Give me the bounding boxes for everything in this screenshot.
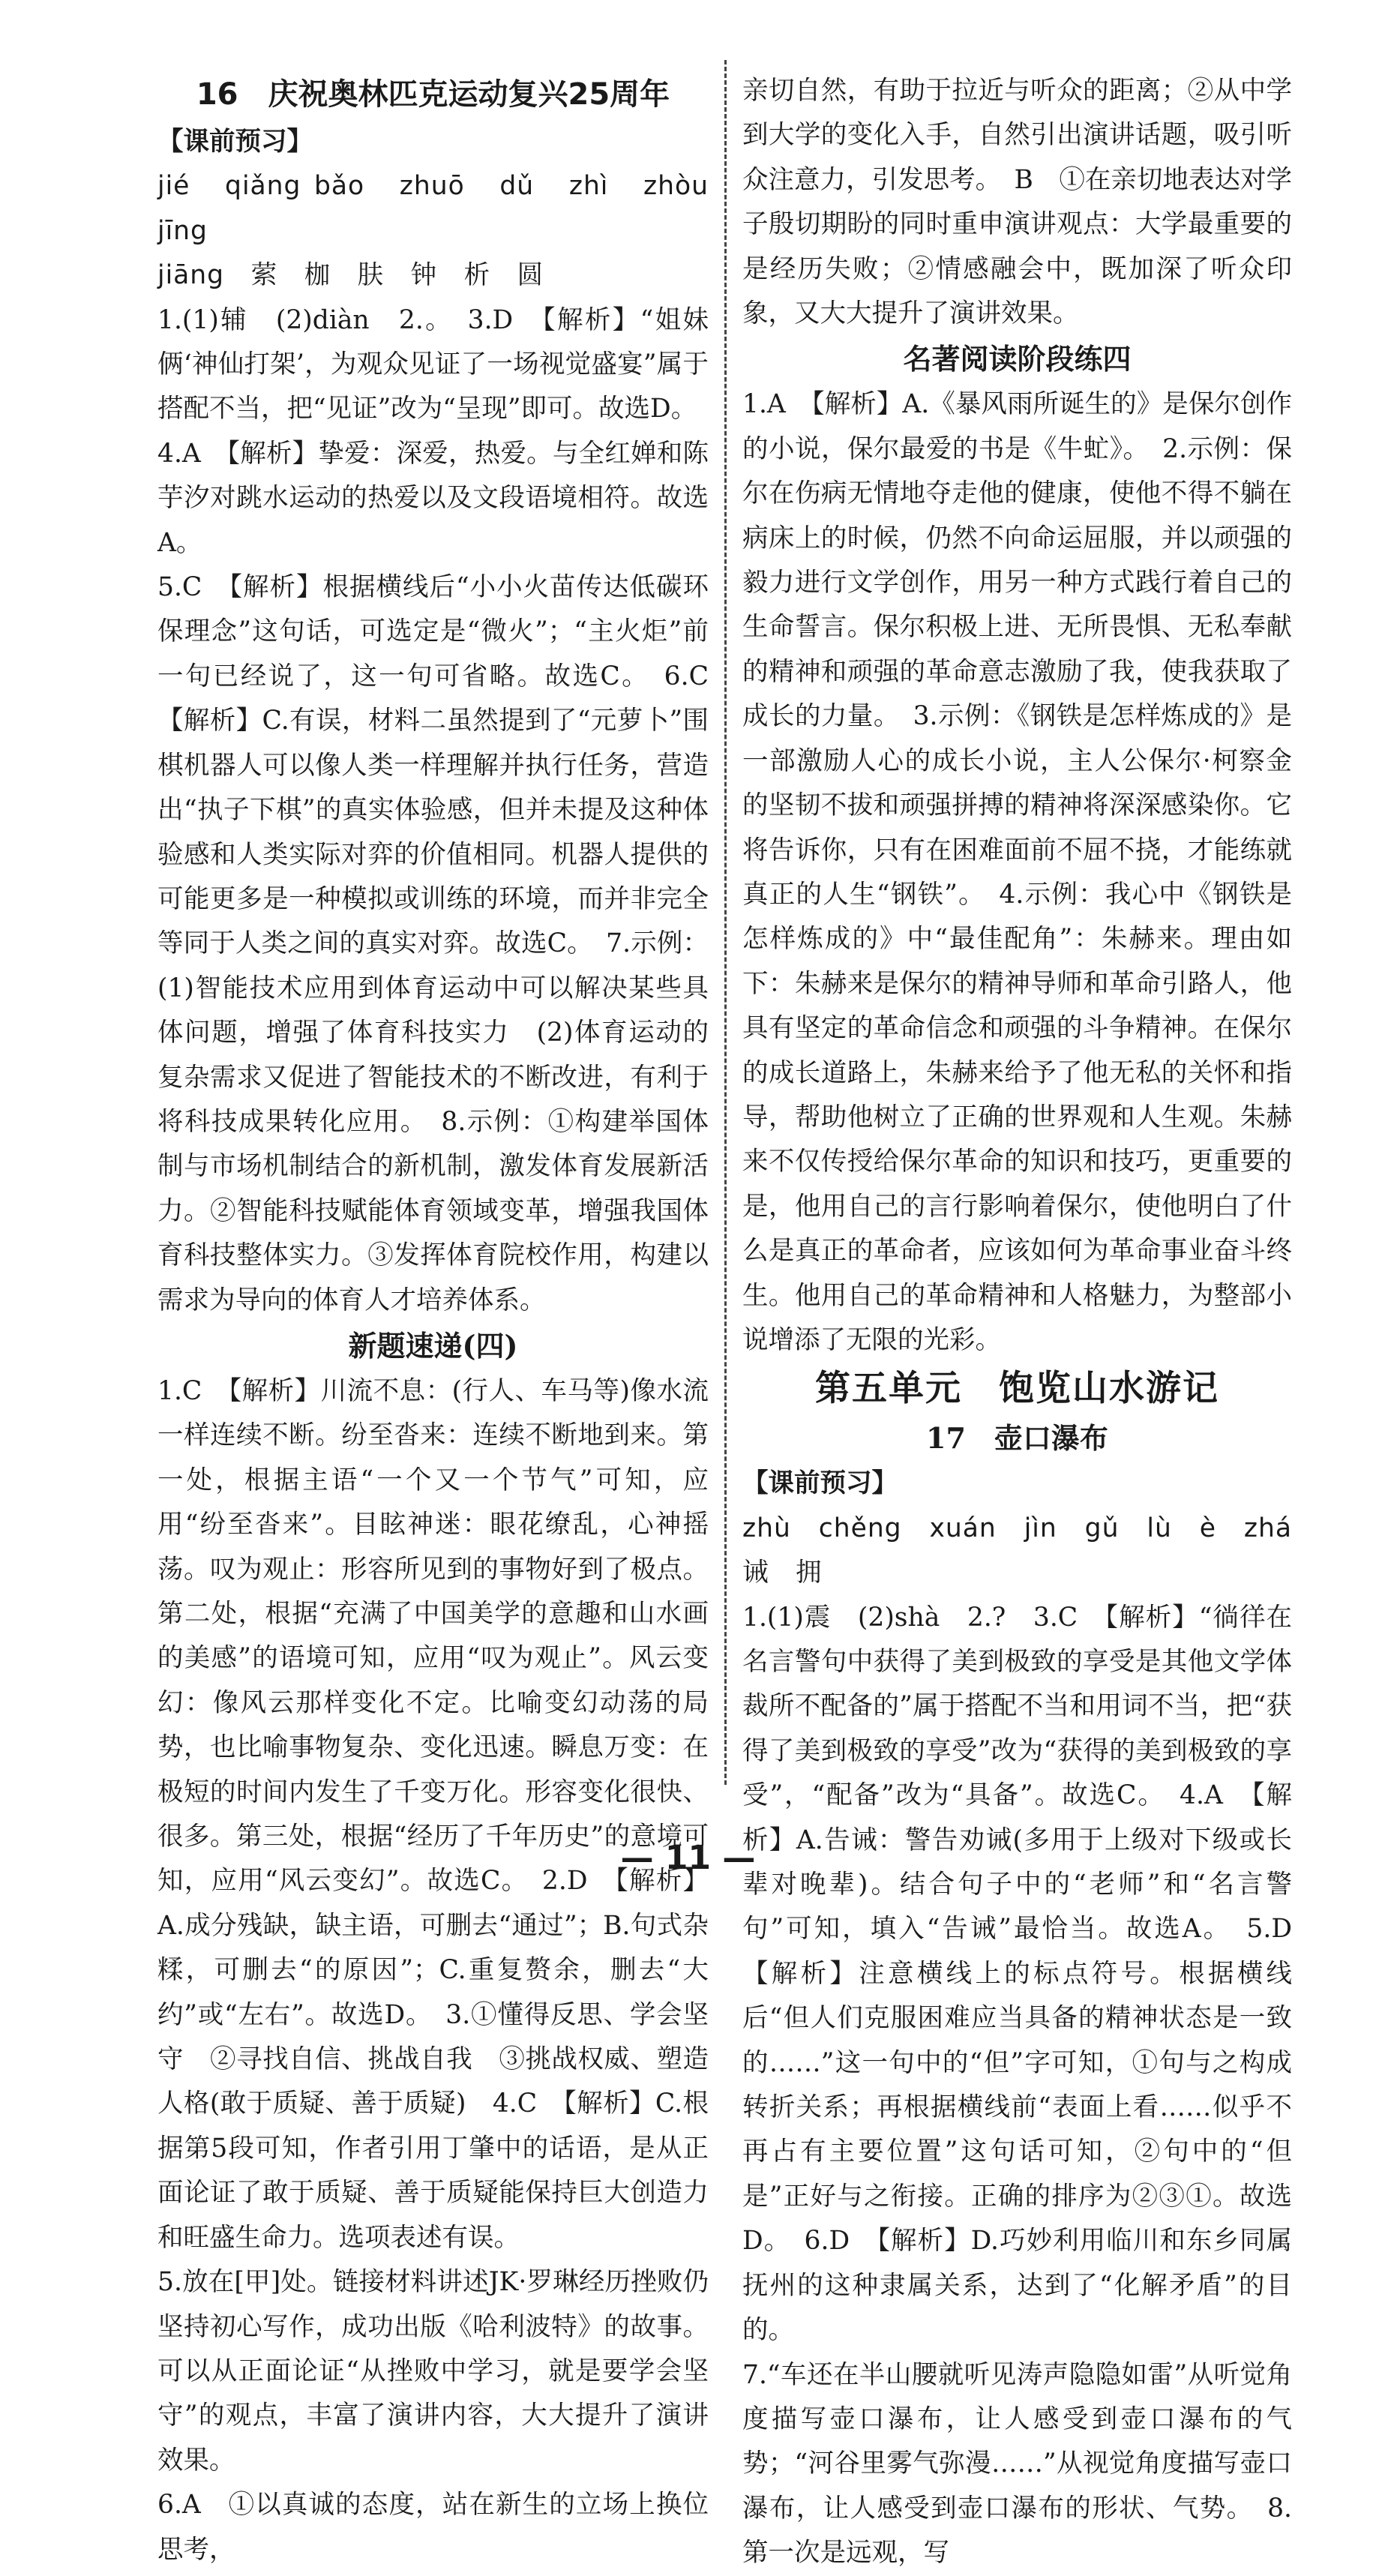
answer-paragraph: 亲切自然，有助于拉近与听众的距离；②从中学到大学的变化入手，自然引出演讲话题，吸引听众注意力，引发思考。 B ①在亲切地表达对学子殷切期盼的同时重申演讲观点：大学最重要的是经历失败；②情感融会中，既加深了听众印象，又大大提升了演讲效果。: [742, 76, 1292, 329]
answer-paragraph: 1.A 【解析】A.《暴风雨所诞生的》是保尔创作的小说，保尔最爱的书是《牛虻》。 2.示例：保尔在伤病无情地夺走他的健康，使他不得不躺在病床上的时候，仍然不向命运屈服，并以顽强的毅力进行文学创作，用另一种方式践行着自己的生命誓言。保尔积极上进、无所畏惧、无私奉献的精神和顽强的革命意志激励了我，使我获取了成长的力量。 3.示例：《钢铁是怎样炼成的》是一部激励人心的成长小说，主人公保尔·柯察金的坚韧不拔和顽强拼搏的精神将深深感染你。它将告诉你，只有在困难面前不屈不挠，才能练就真正的人生“钢铁”。 4.示例：我心中《钢铁是怎样炼成的》中“最佳配角”：朱赫来。理由如下：朱赫来是保尔的精神导师和革命引路人，他具有坚定的革命信念和顽强的斗争精神。在保尔的成长道路上，朱赫来给予了他无私的关怀和指导，帮助他树立了正确的世界观和人生观。朱赫来不仅传授给保尔革命的知识和技巧，更重要的是，他用自己的言行影响着保尔，使他明白了什么是真正的革命者，应该如何为革命事业奋斗终生。他用自己的革命精神和人格魅力，为整部小说增添了无限的光彩。: [742, 389, 1292, 1355]
pinyin-line: jiāng 萦 枷 肤 钟 析 圆: [157, 260, 544, 291]
answer-paragraph: 1.(1)震 (2)shà 2.? 3.C 【解析】“徜徉在名言警句中获得了美到极致的享受是其他文学体裁所不配备的”属于搭配不当和用词不当，把“获得了美到极致的享受”改为“获得的美到极致的享受”，“配备”改为“具备”。故选C。 4.A 【解析】A.告诫：警告劝诫(多用于上级对下级或长辈对晚辈)。结合句子中的“老师”和“名言警句”可知，填入“告诫”最恰当。故选A。 5.D 【解析】注意横线上的标点符号。根据横线后“但人们克服困难应当具备的精神状态是一致的……”这一句中的“但”字可知，①句与之构成转折关系；再根据横线前“表面上看……似乎不再占有主要位置”这句话可知，②句中的“但是”正好与之衔接。正确的排序为②③①。故选D。 6.D 【解析】D.巧妙利用临川和东乡同属抚州的这种隶属关系，达到了“化解矛盾”的目的。: [742, 1602, 1318, 2346]
xinti-title: 新题速递(四): [348, 1328, 518, 1363]
column-divider: [724, 60, 727, 1785]
answer-paragraph: 6.A ①以真诚的态度，站在新生的立场上换位思考，: [157, 2490, 709, 2565]
left-column: [157, 69, 736, 2572]
pinyin-line: jié qiǎng bǎo zhuō dǔ zhì zhòu jīng: [157, 171, 736, 246]
right-column: [742, 69, 1319, 2576]
preview-tag: 【课前预习】: [157, 127, 313, 157]
section-17-title: 17 壶口瀑布: [926, 1421, 1108, 1456]
answer-paragraph: 1.(1)辅 (2)diàn 2.。 3.D 【解析】“姐妹俩‘神仙打架’，为观众见证了一场视觉盛宴”属于搭配不当，把“见证”改为“呈现”即可。故选D。: [157, 304, 709, 424]
answer-paragraph: 5.C 【解析】根据横线后“小小火苗传达低碳环保理念”这句话，可选定是“微火”；“主火炬”前一句已经说了，这一句可省略。故选C。 6.C 【解析】C.有误，材料二虽然提到了“元萝卜”围棋机器人可以像人类一样理解并执行任务，营造出“执子下棋”的真实体验感，但并未提及这种体验感和人类实际对弈的价值相同。机器人提供的可能更多是一种模拟或训练的环境，而并非完全等同于人类之间的真实对弈。故选C。 7.示例：(1)智能技术应用到体育运动中可以解决某些具体问题，增强了体育科技实力 (2)体育运动的复杂需求又促进了智能技术的不断改进，有利于将科技成果转化应用。 8.示例：①构建举国体制与市场机制结合的新机制，激发体育发展新活力。②智能科技赋能体育领域变革，增强我国体育科技整体实力。③发挥体育院校作用，构建以需求为导向的体育人才培养体系。: [157, 572, 735, 1315]
answer-paragraph: 7.“车还在半山腰就听见涛声隐隐如雷”从听觉角度描写壶口瀑布，让人感受到壶口瀑布的气势；“河谷里雾气弥漫……”从视觉角度描写壶口瀑布，让人感受到壶口瀑布的形状、气势。 8.第一次是远观，写: [742, 2359, 1292, 2569]
page-number: — 11 —: [620, 1839, 756, 1877]
answer-paragraph: 1.C 【解析】川流不息：(行人、车马等)像水流一样连续不断。纷至沓来：连续不断地到来。第一处，根据主语“一个又一个节气”可知，应用“纷至沓来”。目眩神迷：眼花缭乱，心神摇荡。叹为观止：形容所见到的事物好到了极点。第二处，根据“充满了中国美学的意趣和山水画的美感”的语境可知，应用“叹为观止”。风云变幻：像风云那样变化不定。比喻变幻动荡的局势，也比喻事物复杂、变化迅速。瞬息万变：在极短的时间内发生了千变万化。形容变化很快、很多。第三处，根据“经历了千年历史”的意境可知，应用“风云变幻”。故选C。 2.D 【解析】A.成分残缺，缺主语，可删去“通过”；B.句式杂糅，可删去“的原因”；C.重复赘余，删去“大约”或“左右”。故选D。 3.①懂得反思、学会坚守 ②寻找自信、挑战自我 ③挑战权威、塑造人格(敢于质疑、善于质疑) 4.C 【解析】C.根据第5段可知，作者引用丁肇中的话语，是从正面论证了敢于质疑、善于质疑能保持巨大创造力和旺盛生命力。选项表述有误。: [157, 1375, 709, 2253]
pinyin-line: zhù chěng xuán jìn gǔ lù è zhá 诫 拥: [742, 1513, 1319, 1588]
unit-5-title: 第五单元 饱览山水游记: [815, 1368, 1219, 1410]
answer-paragraph: 4.A 【解析】挚爱：深爱，热爱。与全红婵和陈芋汐对跳水运动的热爱以及文段语境相符。故选A。: [157, 438, 709, 558]
preview-tag: 【课前预习】: [742, 1468, 898, 1499]
section-16-title: 16 庆祝奥林匹克运动复兴25周年: [196, 77, 670, 112]
answer-paragraph: 5.放在[甲]处。链接材料讲述JK·罗琳经历挫败仍坚持初心写作，成功出版《哈利波特》的故事。可以从正面论证“从挫败中学习，就是要学会坚守”的观点，丰富了演讲内容，大大提升了演讲效果。: [157, 2267, 709, 2476]
mingzhu-title: 名著阅读阶段练四: [903, 342, 1132, 376]
